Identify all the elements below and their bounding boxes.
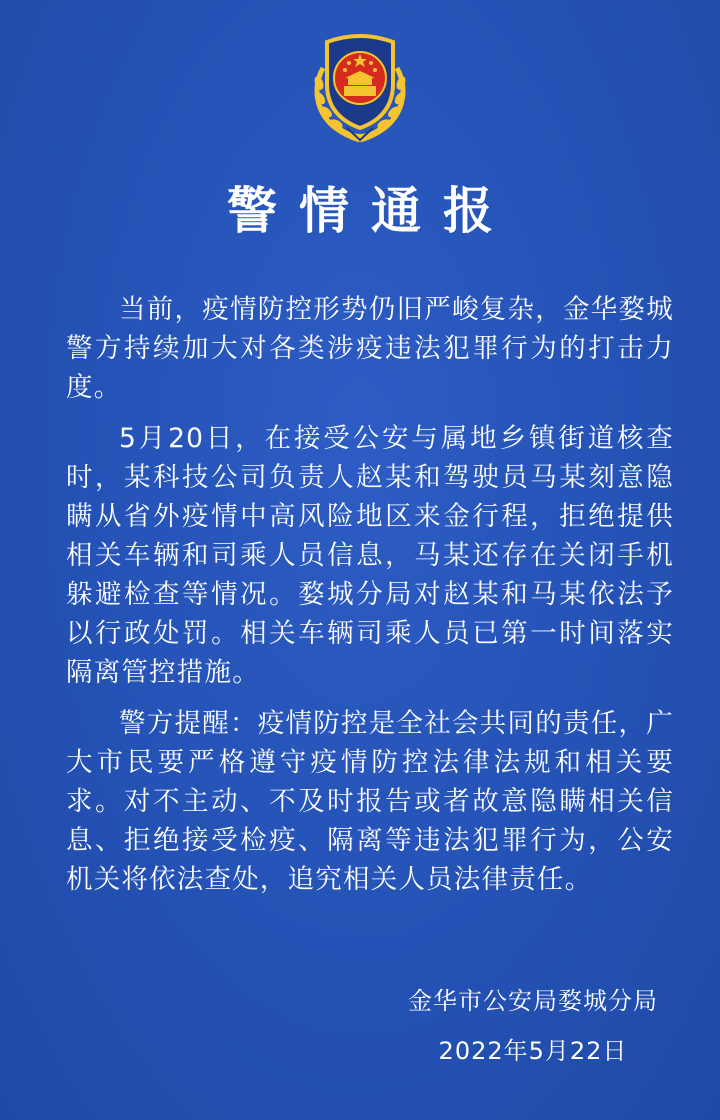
issuing-organization: 金华市公安局婺城分局 xyxy=(408,987,658,1015)
paragraph-reminder: 警方提醒：疫情防控是全社会共同的责任，广大市民要严格遵守疫情防控法律法规和相关要求。对不主动、不及时报告或者故意隐瞒相关信息、拒绝接受检疫、隔离等违法犯罪行为，公安机关将依法查处，追究相关人员法律责任。 xyxy=(66,708,674,895)
police-emblem-icon xyxy=(305,28,415,144)
paragraph-intro: 当前，疫情防控形势仍旧严峻复杂，金华婺城警方持续加大对各类涉疫违法犯罪行为的打击力度。 xyxy=(66,294,674,403)
notice-title: 警情通报 xyxy=(227,181,515,240)
notice-body xyxy=(66,290,674,911)
issue-date: 2022年5月22日 xyxy=(438,1037,628,1065)
paragraph-incident: 5月20日，在接受公安与属地乡镇街道核查时，某科技公司负责人赵某和驾驶员马某刻意隐瞒从省外疫情中高风险地区来金行程，拒绝提供相关车辆和司乘人员信息，马某还存在关闭手机躲避检查等情况。婺城分局对赵某和马某依法予以行政处罚。相关车辆司乘人员已第一时间落实隔离管控措施。 xyxy=(66,423,674,688)
signature-block xyxy=(408,976,658,1076)
